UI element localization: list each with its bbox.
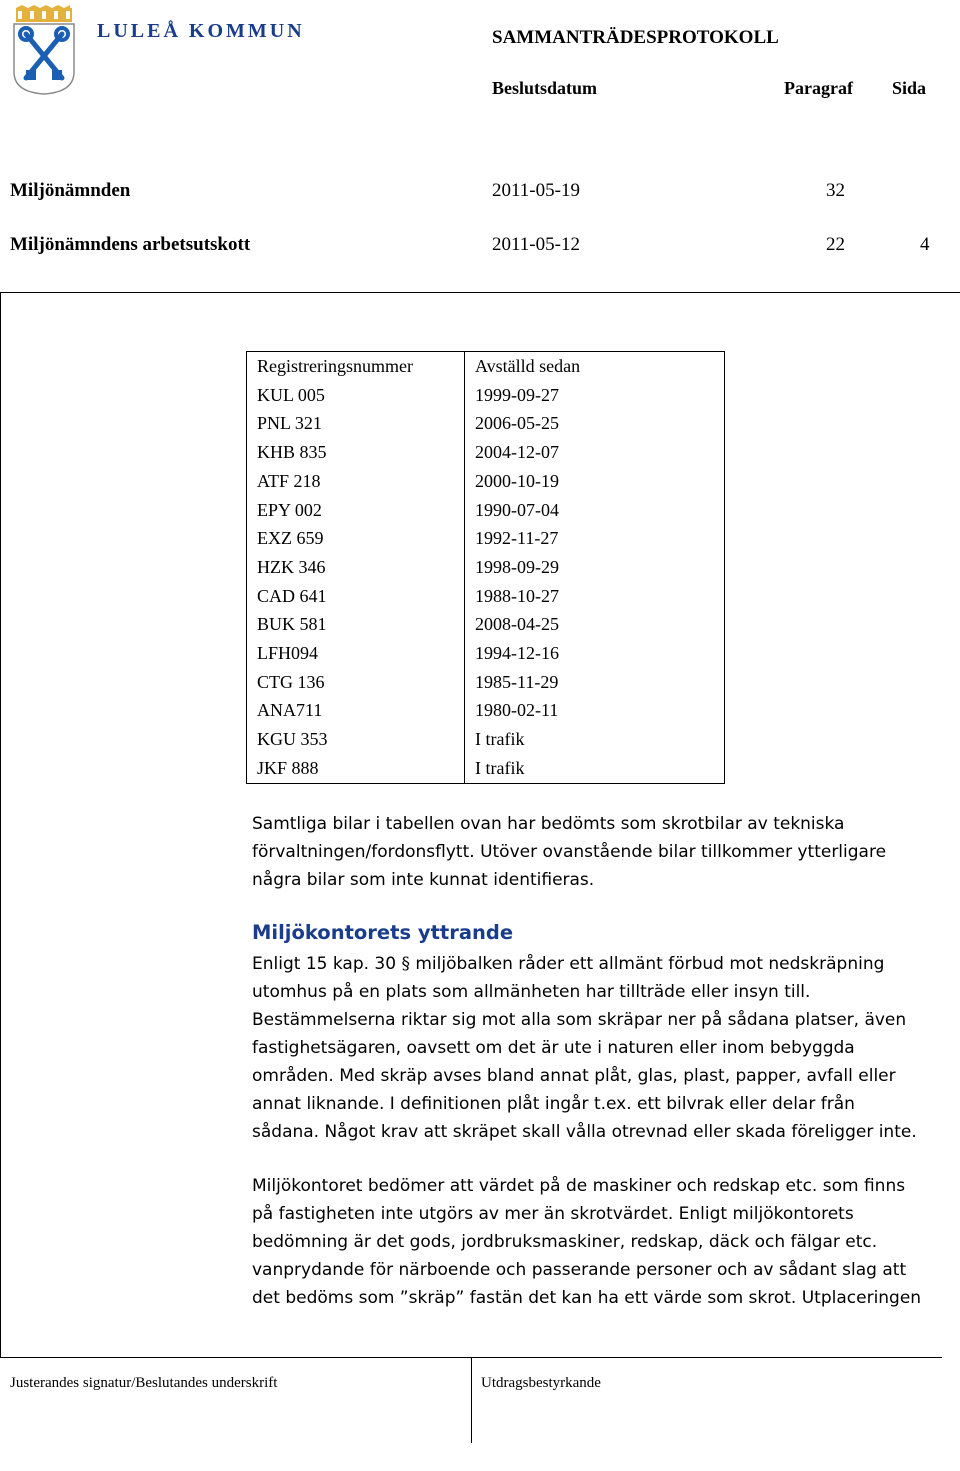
page-column-label: Sida	[892, 78, 927, 98]
text-line	[252, 950, 952, 978]
text-line: annat liknande. I definitionen plåt ingår t.ex. ett bilvrak eller delar från	[252, 1094, 855, 1114]
body-name: Miljönämndens arbetsutskott	[10, 234, 251, 255]
table-row	[247, 639, 725, 668]
paragraph-assessment	[252, 1172, 952, 1312]
table-row	[247, 582, 725, 611]
certification-field-label: Utdragsbestyrkande	[481, 1375, 601, 1391]
text-line: Bestämmelserna riktar sig mot alla som skräpar ner på sådana platser, även	[252, 1010, 907, 1030]
registration-number-cell: ATF 218	[247, 467, 465, 496]
registration-number-cell: KGU 353	[247, 725, 465, 754]
text-line: Miljökontoret bedömer att värdet på de maskiner och redskap etc. som finns	[252, 1176, 906, 1196]
text-line: områden. Med skräp avses bland annat plåt, glas, plast, papper, avfall eller	[252, 1066, 896, 1086]
text-line: det bedöms som ”skräp” fastän det kan ha ett värde som skrot. Utplaceringen	[252, 1288, 922, 1308]
registration-number-cell: HZK 346	[247, 553, 465, 582]
text-line: några bilar som inte kunnat identifieras.	[252, 870, 595, 890]
table-row	[247, 754, 725, 783]
deregistered-since-cell: 1988-10-27	[465, 582, 725, 611]
table-row	[247, 496, 725, 525]
paragraph-number: 22	[826, 234, 845, 255]
table-row	[247, 668, 725, 697]
registration-number-cell: KHB 835	[247, 438, 465, 467]
table-row	[247, 524, 725, 553]
paragraph-legal-basis	[252, 950, 952, 1146]
section-symbol: §	[401, 954, 410, 974]
date-column-label: Beslutsdatum	[492, 78, 598, 98]
deregistered-since-cell: 1992-11-27	[465, 524, 725, 553]
table-row	[247, 696, 725, 725]
paragraph-column-label: Paragraf	[784, 78, 853, 98]
registration-number-cell: LFH094	[247, 639, 465, 668]
text-line: förvaltningen/fordonsflytt. Utöver ovanstående bilar tillkommer ytterligare	[252, 842, 887, 862]
text-line: fastighetsägaren, oavsett om det är ute i naturen eller inom bebyggda	[252, 1038, 855, 1058]
table-row	[247, 467, 725, 496]
footer-column-divider	[471, 1357, 472, 1443]
text-line: utomhus på en plats som allmänheten har tillträde eller insyn till.	[252, 982, 811, 1002]
table-row	[247, 725, 725, 754]
registration-number-cell: EPY 002	[247, 496, 465, 525]
text-line: på fastigheten inte utgörs av mer än skrotvärdet. Enligt miljökontorets	[252, 1204, 854, 1224]
decision-date: 2011-05-19	[492, 180, 580, 201]
signature-field-label: Justerandes signatur/Beslutandes underskrift	[10, 1375, 278, 1391]
content-frame-left-border	[0, 292, 1, 1358]
column-header: Avställd sedan	[465, 352, 725, 381]
text-segment: miljöbalken råder ett allmänt förbud mot nedskräpning	[409, 954, 885, 974]
deregistered-since-cell: I trafik	[465, 725, 725, 754]
deregistered-since-cell: 1998-09-29	[465, 553, 725, 582]
deregistered-since-cell: 2000-10-19	[465, 467, 725, 496]
organization-name: LULEÅ KOMMUN	[97, 20, 305, 42]
paragraph-number: 32	[826, 180, 845, 201]
deregistered-since-cell: 1985-11-29	[465, 668, 725, 697]
deregistered-since-cell: 1999-09-27	[465, 381, 725, 410]
text-line: vanprydande för närboende och passerande personer och av sådant slag att	[252, 1260, 907, 1280]
table-header-row	[247, 352, 725, 381]
kommun-coat-of-arms-logo	[12, 4, 76, 96]
table-row	[247, 610, 725, 639]
text-line: Samtliga bilar i tabellen ovan har bedömts som skrotbilar av tekniska	[252, 814, 845, 834]
registration-number-cell: KUL 005	[247, 381, 465, 410]
table-row	[247, 553, 725, 582]
content-frame-top-border	[0, 292, 960, 293]
deregistered-since-cell: 1994-12-16	[465, 639, 725, 668]
paragraph-scrap-cars	[252, 810, 952, 894]
deregistered-since-cell: 2008-04-25	[465, 610, 725, 639]
registration-number-cell: EXZ 659	[247, 524, 465, 553]
document-type-title: SAMMANTRÄDESPROTOKOLL	[492, 27, 779, 48]
registration-number-cell: PNL 321	[247, 409, 465, 438]
registration-number-cell: CAD 641	[247, 582, 465, 611]
page-number: 4	[920, 234, 930, 255]
deregistered-since-cell: 2004-12-07	[465, 438, 725, 467]
table-row	[247, 381, 725, 410]
text-line: sådana. Något krav att skräpet skall vålla otrevnad eller skada föreligger inte.	[252, 1122, 917, 1142]
deregistered-since-cell: I trafik	[465, 754, 725, 783]
body-name: Miljönämnden	[10, 180, 131, 201]
registration-number-cell: BUK 581	[247, 610, 465, 639]
deregistered-since-cell: 1980-02-11	[465, 696, 725, 725]
text-line: bedömning är det gods, jordbruksmaskiner, redskap, däck och fälgar etc.	[252, 1232, 878, 1252]
deregistered-since-cell: 1990-07-04	[465, 496, 725, 525]
deregistered-since-cell: 2006-05-25	[465, 409, 725, 438]
vehicle-registration-table	[246, 351, 725, 784]
table-row	[247, 438, 725, 467]
decision-date: 2011-05-12	[492, 234, 580, 255]
text-segment: Enligt 15 kap. 30	[252, 954, 402, 974]
registration-number-cell: JKF 888	[247, 754, 465, 783]
table-row	[247, 409, 725, 438]
registration-number-cell: ANA711	[247, 696, 465, 725]
column-header: Registreringsnummer	[247, 352, 465, 381]
section-heading: Miljökontorets yttrande	[252, 921, 514, 944]
registration-number-cell: CTG 136	[247, 668, 465, 697]
